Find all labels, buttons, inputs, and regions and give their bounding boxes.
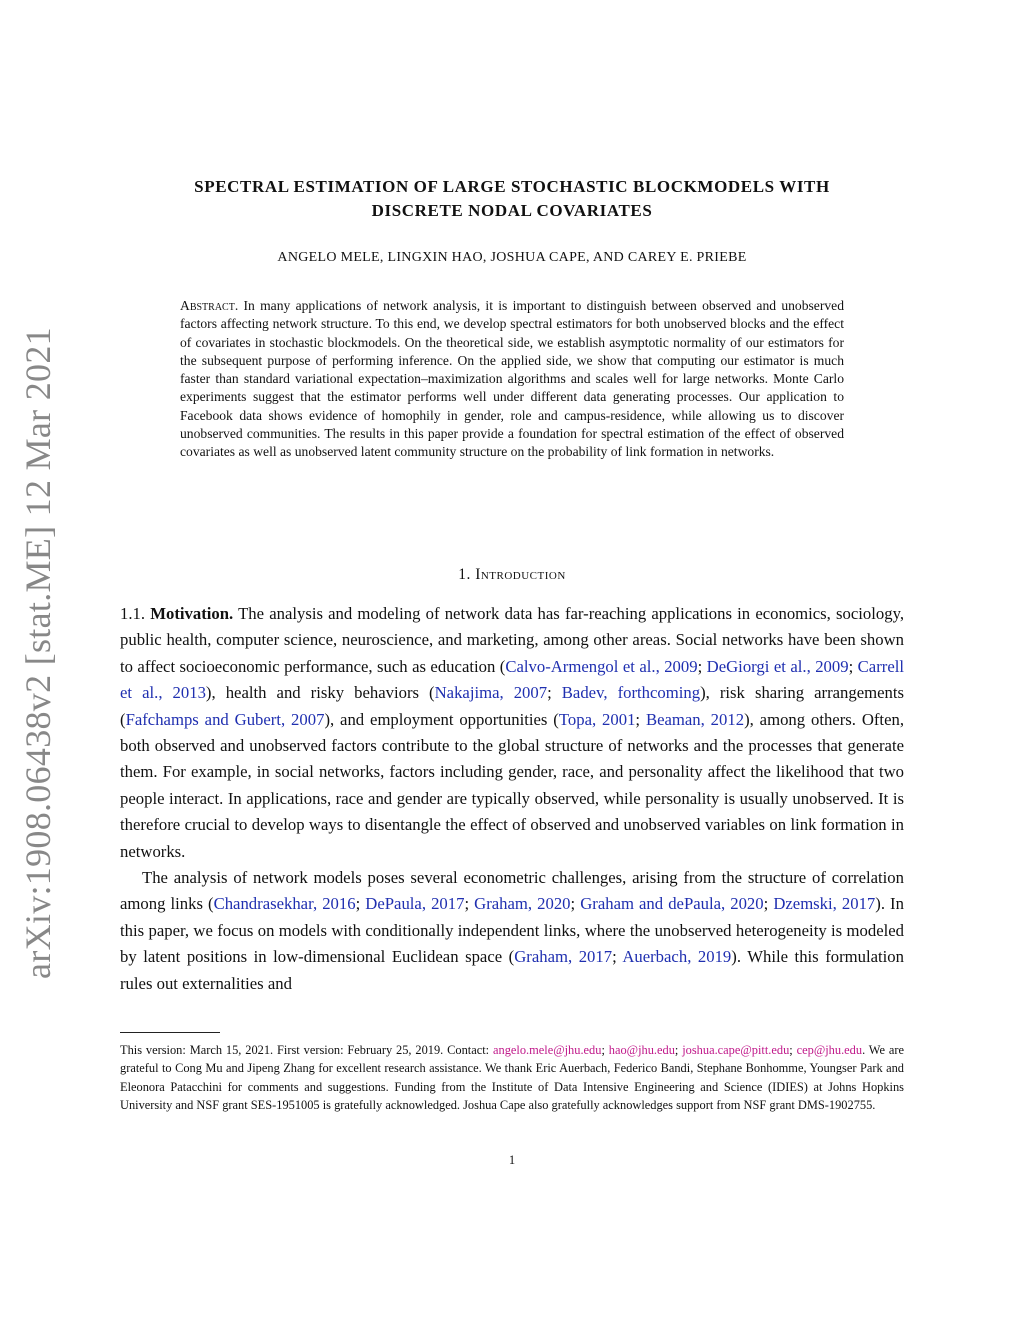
title-line-1: SPECTRAL ESTIMATION OF LARGE STOCHASTIC BLOCKMODELS WITH (194, 177, 830, 196)
separator: ; (547, 683, 562, 703)
paragraph-text: The analysis and modeling of network data has far-reaching applications in economics, sociology, public health, computer science, neuroscience, and marketing, among other areas. Social networks have been shown to affect socioeconomic performance, such as education ( (120, 604, 905, 676)
subsection-number: 1.1. (120, 604, 146, 623)
separator: ; (763, 894, 774, 914)
arxiv-identifier: arXiv:1908.06438v2 [stat.ME] 12 Mar 2021 (17, 326, 58, 979)
separator: ; (355, 894, 366, 914)
paragraph-text: ), health and risky behaviors ( (205, 683, 435, 703)
separator: ; (601, 1043, 609, 1057)
body-text (120, 601, 904, 997)
paragraph-text: ), and employment opportunities ( (324, 709, 559, 729)
citation-link[interactable]: DePaula, 2017 (365, 894, 465, 914)
paragraph-text: ). While this formulation rules out externalities and (120, 947, 904, 993)
citation-link[interactable]: Dzemski, 2017 (773, 894, 876, 914)
citation-link[interactable]: Topa, 2001 (558, 709, 636, 729)
citation-link[interactable]: Graham and dePaula, 2020 (580, 894, 764, 914)
section-title: Introduction (475, 566, 566, 583)
page-number: 1 (508, 1153, 516, 1167)
arxiv-sidebar (10, 326, 65, 979)
footnote-text: . We are grateful to Cong Mu and Jipeng Zhang for excellent research assistance. We thank Eric Auerbach, Federico Bandi, Stephane Bonhomme, Youngser Park and Eleonora Patacchini for comments and suggestions. Funding from the Institute of Data Intensive Engineering and Science (IDIES) at Johns Hopkins University and NSF grant SES-1951005 is gratefully acknowledged. Joshua Cape also gratefully acknowledges support from NSF grant DMS-1902755. (120, 1043, 905, 1112)
abstract-text: In many applications of network analysis, it is important to distinguish between observed and unobserved factors affecting network structure. To this end, we develop spectral estimators for both unobserved blocks and the effect of covariates in stochastic blockmodels. On the theoretical side, we establish asymptotic normality of our estimators for the subsequent purpose of performing inference. On the applied side, we show that computing our estimator is much faster than standard variational expectation–maximization algorithms and scales well for large networks. Monte Carlo experiments suggest that the estimator performs well under different data generating processes. Our application to Facebook data shows evidence of homophily in gender, role and campus-residence, while allowing us to discover unobserved communities. The results in this paper provide a foundation for spectral estimation of the effect of observed covariates as well as unobserved latent community structure on the probability of link formation in networks. (180, 298, 844, 460)
abstract (180, 297, 844, 462)
separator: ; (464, 894, 475, 914)
email-link[interactable]: angelo.mele@jhu.edu (493, 1043, 602, 1057)
author-list: ANGELO MELE, LINGXIN HAO, JOSHUA CAPE, AND CAREY E. PRIEBE (277, 250, 747, 265)
footnote-text: This version: March 15, 2021. First version: February 25, 2019. Contact: (120, 1043, 493, 1057)
citation-link[interactable]: Fafchamps and Gubert, 2007 (125, 709, 325, 729)
citation-link[interactable]: DeGiorgi et al., 2009 (706, 656, 849, 676)
citation-link[interactable]: Carrell et al., 2013 (120, 656, 905, 703)
citation-link[interactable]: Nakajima, 2007 (434, 683, 548, 703)
citation-link[interactable]: Beaman, 2012 (645, 709, 745, 729)
email-link[interactable]: cep@jhu.edu (796, 1043, 863, 1057)
abstract-label: Abstract. (180, 298, 239, 313)
title-line-2: DISCRETE NODAL COVARIATES (371, 201, 653, 220)
email-link[interactable]: hao@jhu.edu (608, 1043, 675, 1057)
citation-link[interactable]: Graham, 2020 (474, 894, 571, 914)
citation-link[interactable]: Chandrasekhar, 2016 (213, 894, 356, 914)
paragraph-text: ). In this paper, we focus on models with conditionally independent links, where the unobserved heterogeneity is modeled by latent positions in low-dimensional Euclidean space ( (120, 894, 904, 967)
separator: ; (674, 1043, 683, 1057)
citation-link[interactable]: Badev, forthcoming (561, 683, 701, 703)
paragraph-text: ), among others. Often, both observed and unobserved factors contribute to the global structure of networks and the processes that generate them. For example, in social networks, factors including gender, race, and personality affect the likelihood that two people interact. In applications, race and gender are typically observed, while personality is usually unobserved. It is therefore crucial to develop ways to disentangle the effect of observed and unobserved variables on link formation in networks. (120, 709, 904, 861)
separator: ; (570, 894, 581, 914)
separator: ; (697, 656, 707, 676)
footnote (120, 1041, 904, 1114)
citation-link[interactable]: Calvo-Armengol et al., 2009 (505, 656, 698, 676)
separator: ; (635, 709, 646, 729)
paragraph-2 (120, 865, 904, 997)
section-number: 1. (458, 566, 471, 583)
separator: ; (612, 947, 623, 967)
paragraph-text: The analysis of network models poses several econometric challenges, arising from the structure of correlation among links ( (120, 868, 904, 914)
paper-title (120, 175, 904, 223)
footnote-divider (120, 1032, 220, 1033)
separator: ; (789, 1043, 797, 1057)
separator: ; (848, 656, 858, 676)
email-link[interactable]: joshua.cape@pitt.edu (682, 1043, 790, 1057)
citation-link[interactable]: Auerbach, 2019 (622, 947, 732, 967)
citation-link[interactable]: Graham, 2017 (514, 947, 613, 967)
section-heading (120, 566, 904, 584)
paragraph-1 (120, 601, 904, 865)
subsection-title: Motivation. (150, 604, 234, 623)
paragraph-text: ), risk sharing arrangements ( (120, 683, 905, 729)
